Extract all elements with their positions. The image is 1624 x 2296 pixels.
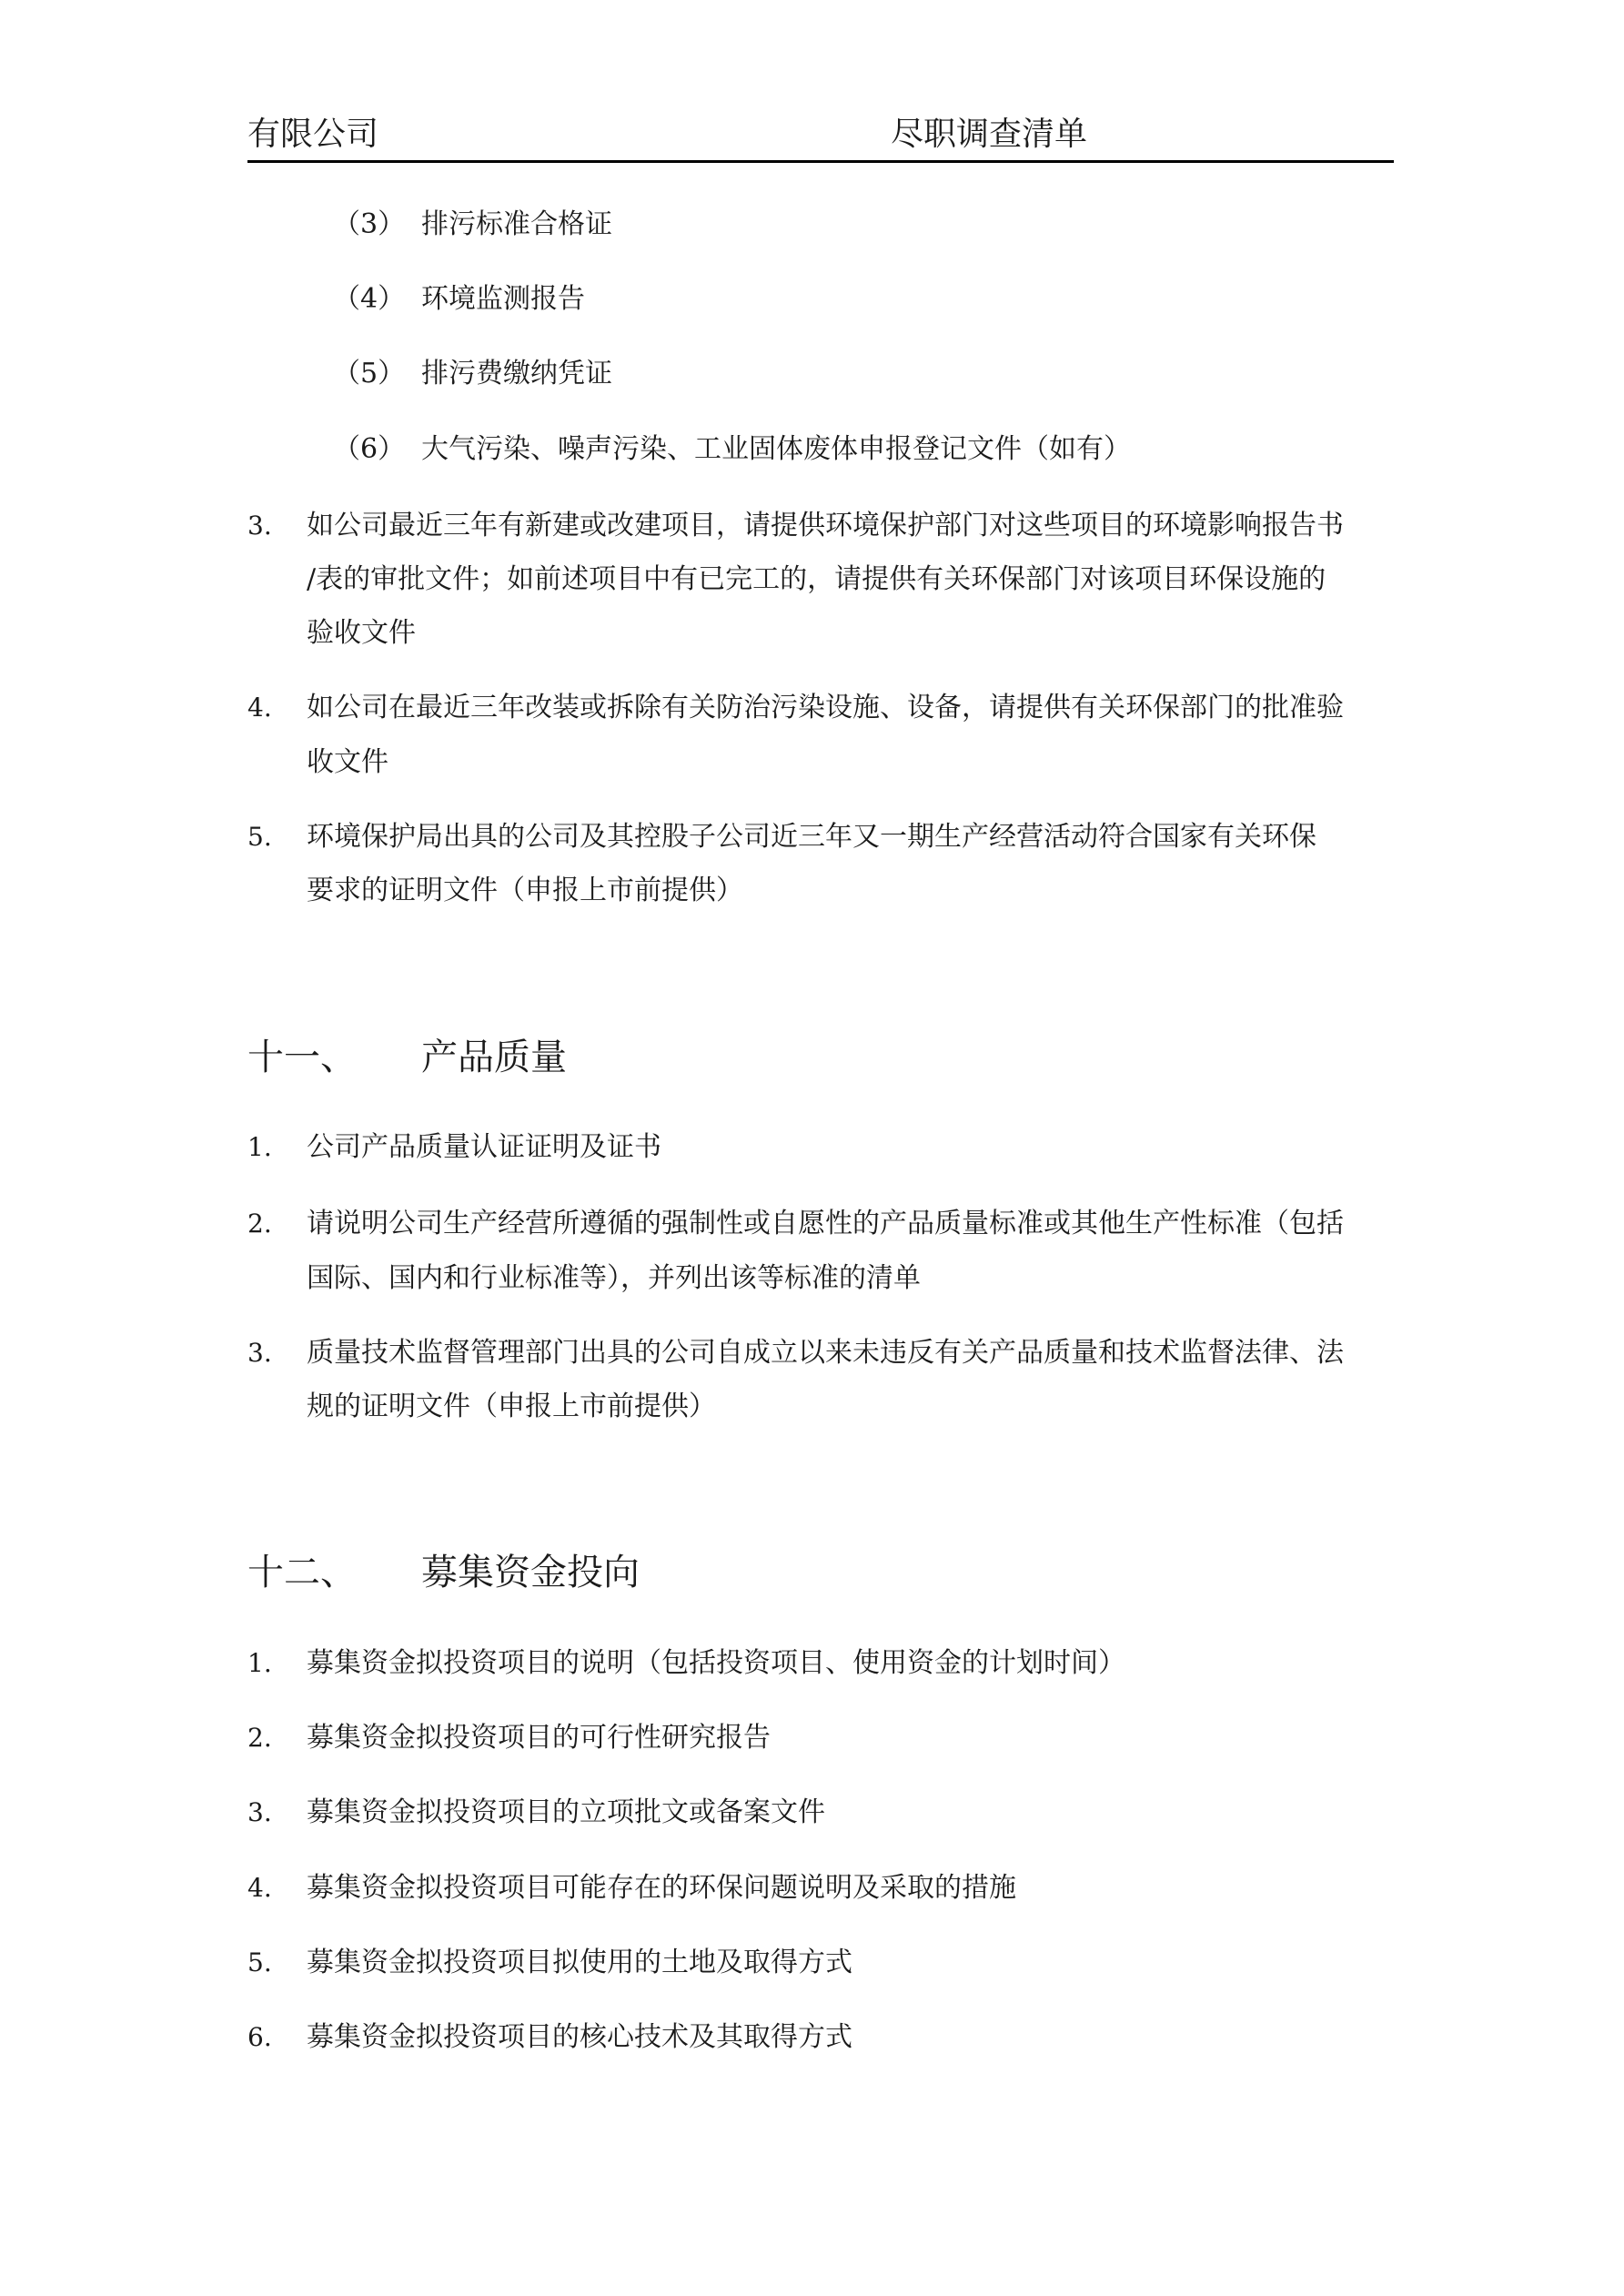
section-12-item-number: 4. — [247, 1873, 272, 1903]
section-11-number: 十一、 — [247, 1037, 357, 1078]
env-item-text-line: /表的审批文件；如前述项目中有已完工的，请提供有关环保部门对该项目环保设施的 — [307, 563, 1326, 595]
env-subitem-text: 排污标准合格证 — [421, 208, 612, 240]
section-12-item-text-line: 募集资金拟投资项目的可行性研究报告 — [307, 1722, 771, 1754]
section-12-item-number: 2. — [247, 1723, 272, 1753]
env-subitem-number: （4） — [333, 283, 406, 315]
env-subitem-text: 大气污染、噪声污染、工业固体废体申报登记文件（如有） — [421, 433, 1131, 465]
env-item-text-line: 验收文件 — [307, 617, 416, 649]
section-11-item-number: 2. — [247, 1209, 272, 1239]
env-subitem-text: 排污费缴纳凭证 — [421, 358, 612, 389]
page-header — [247, 115, 1394, 163]
env-item-number: 5. — [247, 822, 272, 852]
section-12-item-text-line: 募集资金拟投资项目的核心技术及其取得方式 — [307, 2021, 852, 2053]
env-subitem-text: 环境监测报告 — [421, 283, 585, 315]
section-11-item-number: 3. — [247, 1338, 272, 1368]
section-12-title: 募集资金投向 — [421, 1552, 640, 1593]
section-11-item-text-line: 规的证明文件（申报上市前提供） — [307, 1391, 716, 1422]
header-title: 尽职调查清单 — [891, 116, 1088, 153]
section-11-item-text-line: 国际、国内和行业标准等），并列出该等标准的清单 — [307, 1262, 921, 1294]
section-11-title: 产品质量 — [421, 1037, 567, 1078]
section-12-item-text-line: 募集资金拟投资项目的说明（包括投资项目、使用资金的计划时间） — [307, 1647, 1125, 1679]
env-subitem-number: （5） — [333, 358, 406, 389]
env-subitem-number: （6） — [333, 433, 406, 465]
section-12-item-number: 3. — [247, 1797, 272, 1827]
section-12-item-text-line: 募集资金拟投资项目可能存在的环保问题说明及采取的措施 — [307, 1872, 1016, 1904]
env-item-number: 4. — [247, 693, 272, 723]
env-item-text-line: 环境保护局出具的公司及其控股子公司近三年又一期生产经营活动符合国家有关环保 — [307, 821, 1316, 853]
env-item-text-line: 要求的证明文件（申报上市前提供） — [307, 875, 743, 906]
env-item-text-line: 收文件 — [307, 746, 388, 778]
section-11-item-text-line: 公司产品质量认证证明及证书 — [307, 1131, 661, 1163]
section-11-item-text-line: 请说明公司生产经营所遵循的强制性或自愿性的产品质量标准或其他生产性标准（包括 — [307, 1208, 1344, 1239]
section-12-item-text-line: 募集资金拟投资项目拟使用的土地及取得方式 — [307, 1947, 852, 1978]
env-item-text-line: 如公司最近三年有新建或改建项目，请提供环境保护部门对这些项目的环境影响报告书 — [307, 510, 1344, 541]
section-11-item-text-line: 质量技术监督管理部门出具的公司自成立以来未违反有关产品质量和技术监督法律、法 — [307, 1337, 1344, 1369]
section-11-item-number: 1. — [247, 1132, 272, 1162]
section-12-item-text-line: 募集资金拟投资项目的立项批文或备案文件 — [307, 1796, 825, 1828]
section-12-item-number: 5. — [247, 1947, 272, 1977]
section-12-number: 十二、 — [247, 1552, 357, 1593]
env-item-number: 3. — [247, 511, 272, 541]
section-12-item-number: 1. — [247, 1648, 272, 1678]
env-item-text-line: 如公司在最近三年改装或拆除有关防治污染设施、设备，请提供有关环保部门的批准验 — [307, 692, 1344, 723]
header-company: 有限公司 — [247, 116, 379, 153]
env-subitem-number: （3） — [333, 208, 406, 240]
section-12-item-number: 6. — [247, 2022, 272, 2052]
